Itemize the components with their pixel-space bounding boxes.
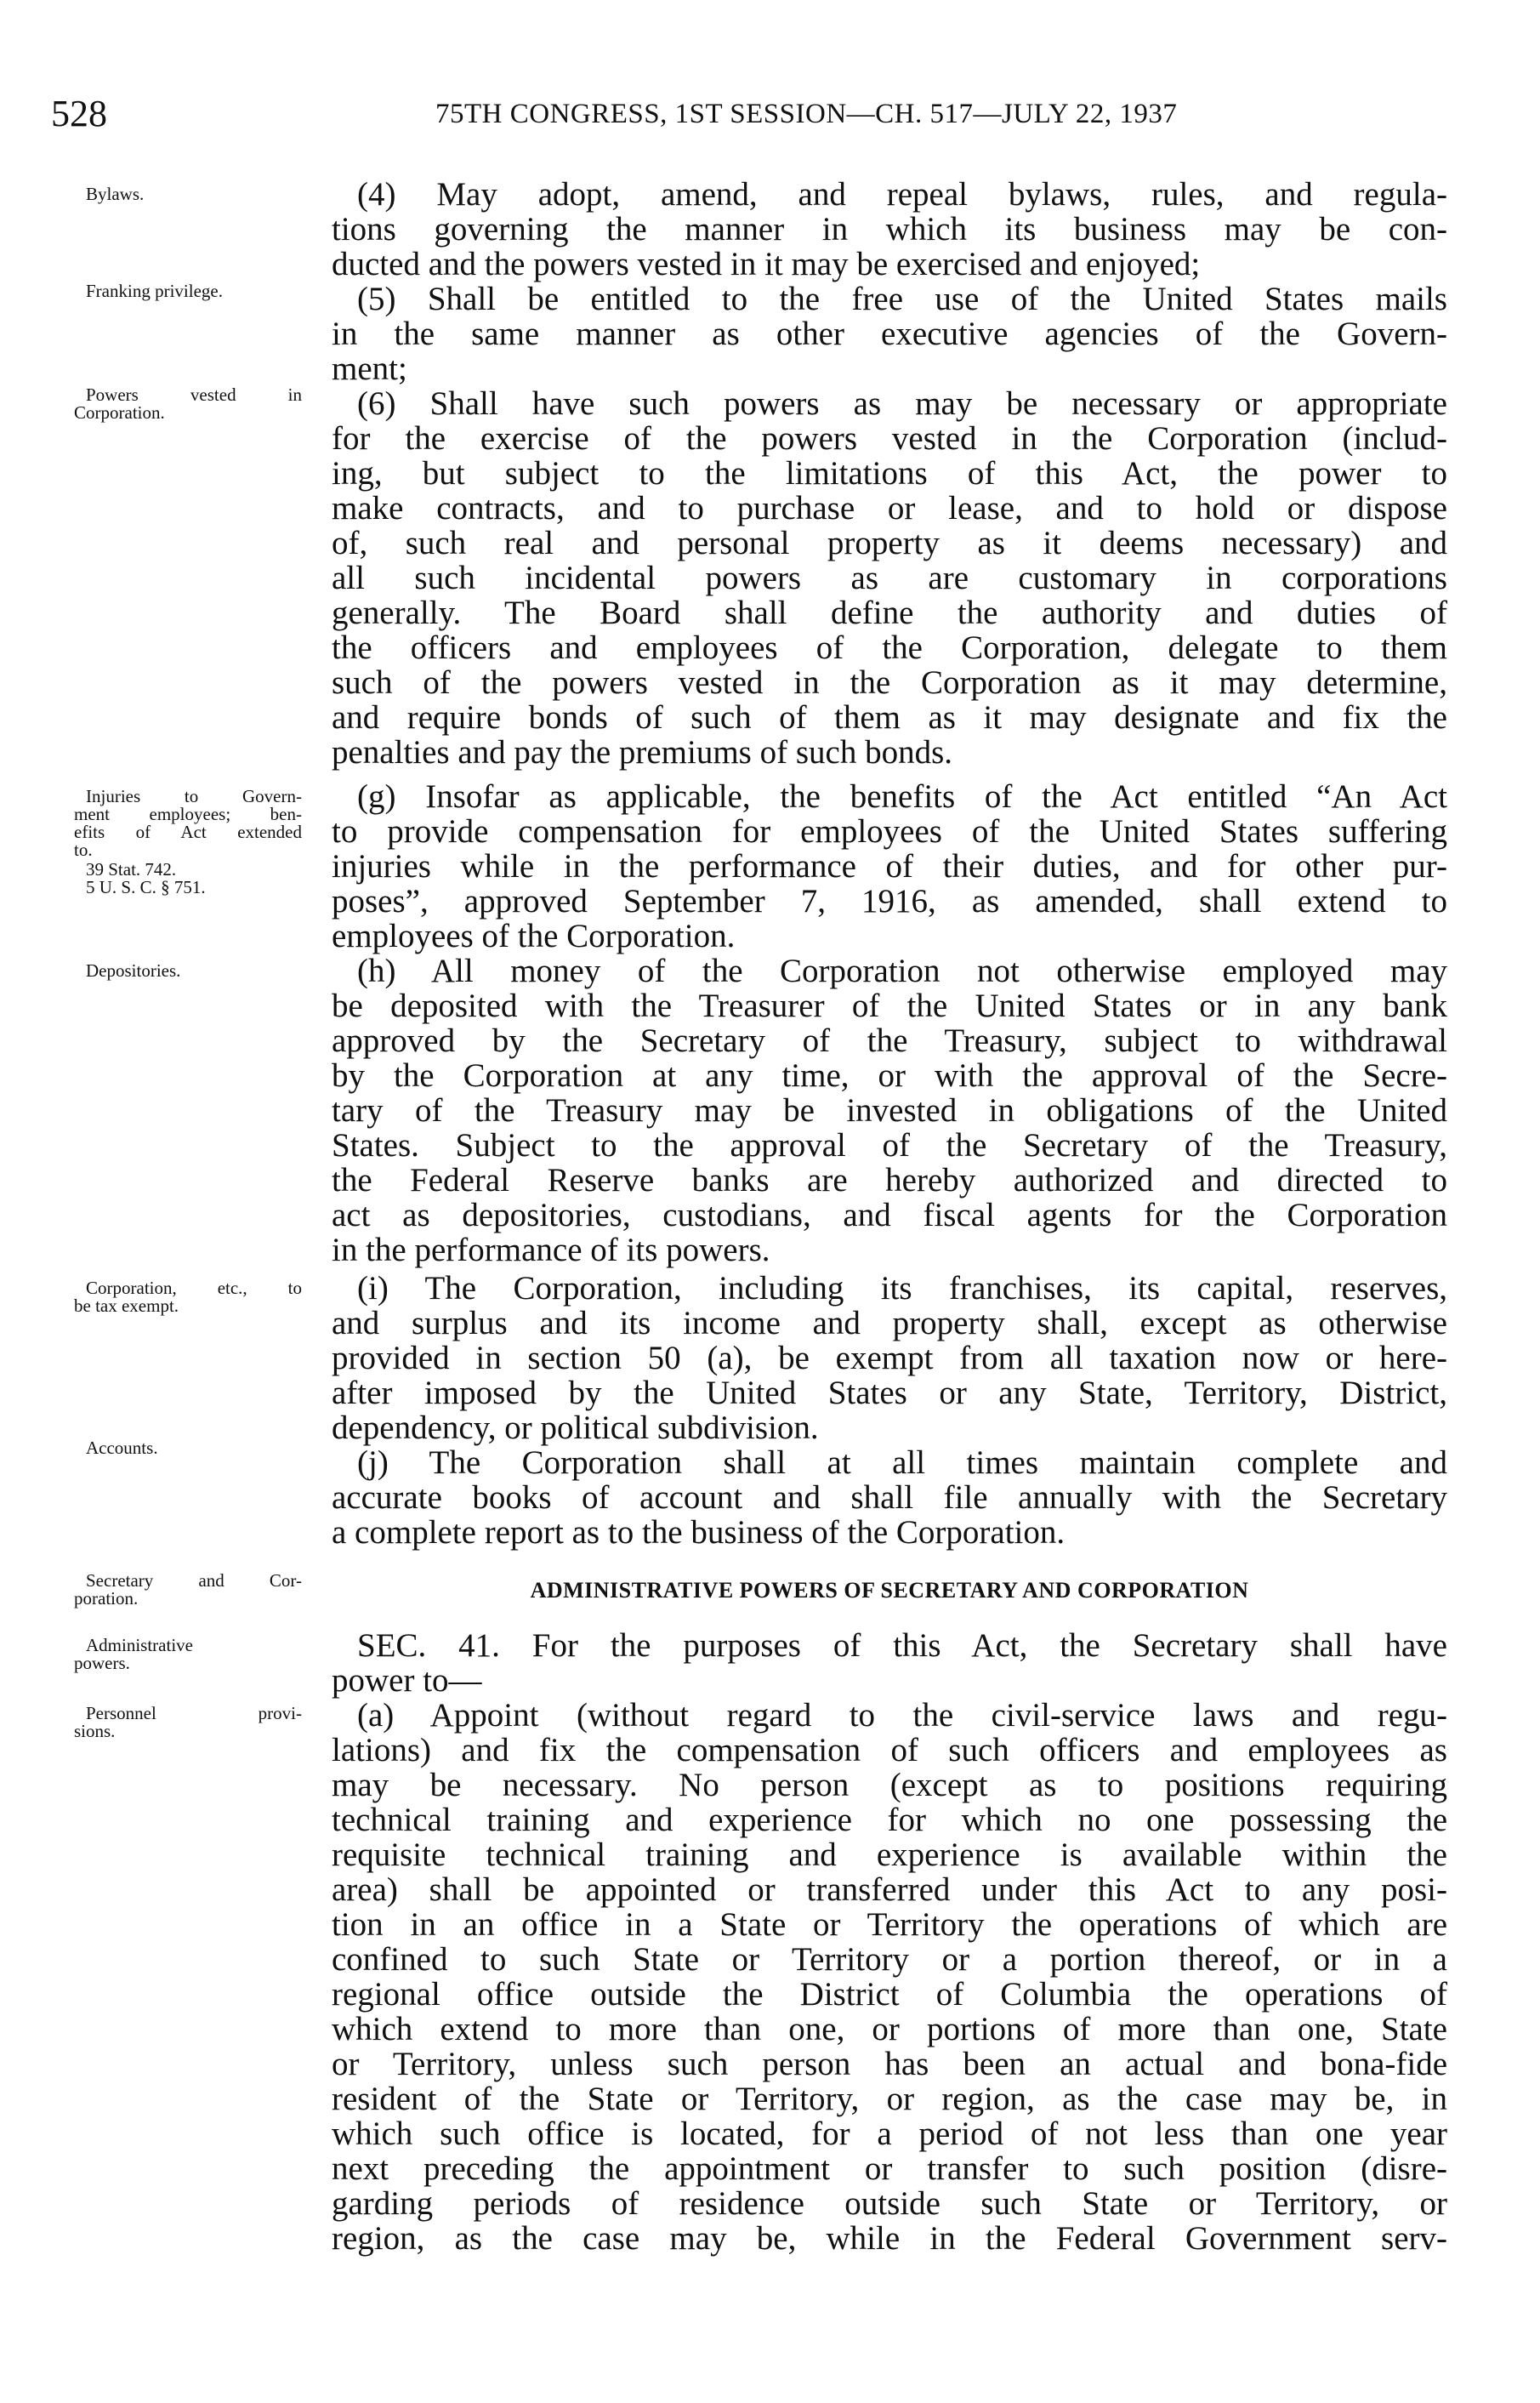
margin-note <box>74 282 302 300</box>
text-line: all such incidental powers as are customary in corporations <box>332 560 1447 596</box>
margin-note <box>74 1637 302 1672</box>
paragraph-i <box>332 1271 1447 1445</box>
margin-note <box>74 788 302 859</box>
text-line: approved by the Secretary of the Treasury, subject to withdrawal <box>332 1022 1447 1059</box>
text-line: by the Corporation at any time, or with the approval of the Secre- <box>332 1057 1447 1094</box>
text-line: act as depositories, custodians, and fiscal agents for the Corporation <box>332 1197 1447 1233</box>
margin-note-line: Powers vested in <box>86 384 302 405</box>
text-line: (j) The Corporation shall at all times maintain complete and <box>357 1444 1447 1481</box>
text-line: regional office outside the District of Columbia the operations of <box>332 1976 1447 2013</box>
paragraph-g <box>332 779 1447 954</box>
text-line: such of the powers vested in the Corporation as it may determine, <box>332 664 1447 701</box>
text-line: (g) Insofar as applicable, the benefits of the Act entitled “An Act <box>357 778 1447 815</box>
text-line: confined to such State or Territory or a portion thereof, or in a <box>332 1941 1447 1978</box>
text-line: accurate books of account and shall file annually with the Secretary <box>332 1479 1447 1516</box>
paragraph-j <box>332 1445 1447 1550</box>
margin-note-line: Corporation, etc., to <box>86 1278 302 1298</box>
margin-note-line: ment employees; ben- <box>74 804 302 824</box>
text-line: and surplus and its income and property shall, except as otherwise <box>332 1305 1447 1341</box>
text-line: to provide compensation for employees of the United States suffering <box>332 813 1447 850</box>
section-41-intro <box>332 1628 1447 1698</box>
text-line: which such office is located, for a period of not less than one year <box>332 2115 1447 2152</box>
text-line: generally. The Board shall define the authority and duties of <box>332 595 1447 631</box>
margin-note-line: poration. <box>74 1588 139 1609</box>
margin-note <box>74 1439 302 1457</box>
margin-note-line: Bylaws. <box>86 184 145 204</box>
margin-note <box>74 386 302 422</box>
text-line: may be necessary. No person (except as to positions requiring <box>332 1767 1447 1803</box>
margin-note-line: Administrative <box>86 1635 193 1655</box>
margin-note-line: Corporation. <box>74 402 165 423</box>
margin-note-line: Depositories. <box>86 960 181 981</box>
text-line: of, such real and personal property as it deems necessary) and <box>332 525 1447 561</box>
margin-note <box>74 861 302 897</box>
margin-note-line: to. <box>74 840 93 860</box>
paragraph-a <box>332 1698 1447 2256</box>
text-line: make contracts, and to purchase or lease, and to hold or dispose <box>332 490 1447 527</box>
text-line: garding periods of residence outside such State or Territory, or <box>332 2185 1447 2222</box>
text-line: the officers and employees of the Corporation, delegate to them <box>332 629 1447 666</box>
text-line: (h) All money of the Corporation not otherwise employed may <box>357 953 1447 989</box>
margin-note <box>74 962 302 980</box>
text-line: (5) Shall be entitled to the free use of the United States mails <box>357 281 1447 317</box>
margin-note <box>74 1279 302 1315</box>
text-line: in the same manner as other executive agencies of the Govern- <box>332 316 1447 352</box>
text-line: dependency, or political subdivision. <box>332 1409 819 1446</box>
text-line: ment; <box>332 350 407 387</box>
text-line: injuries while in the performance of their duties, and for other pur- <box>332 848 1447 885</box>
text-line: next preceding the appointment or transfer to such position (disre- <box>332 2150 1447 2187</box>
text-line: requisite technical training and experience is available within the <box>332 1836 1447 1873</box>
margin-note <box>74 1572 302 1608</box>
text-line: technical training and experience for which no one possessing the <box>332 1802 1447 1838</box>
text-line: region, as the case may be, while in the Federal Government serv- <box>332 2220 1447 2257</box>
text-line: the Federal Reserve banks are hereby authorized and directed to <box>332 1162 1447 1199</box>
text-line: SEC. 41. For the purposes of this Act, the Secretary shall have <box>357 1627 1447 1664</box>
text-line: tary of the Treasury may be invested in obligations of the United <box>332 1092 1447 1129</box>
margin-note-line: Accounts. <box>86 1438 158 1458</box>
margin-note-line: sions. <box>74 1721 116 1741</box>
margin-note-line: powers. <box>74 1653 130 1673</box>
page-number: 528 <box>51 93 107 134</box>
text-line: be deposited with the Treasurer of the United States or in any bank <box>332 988 1447 1024</box>
text-line: poses”, approved September 7, 1916, as amended, shall extend to <box>332 883 1447 920</box>
text-line: tion in an office in a State or Territory the operations of which are <box>332 1906 1447 1943</box>
text-line: ducted and the powers vested in it may be exercised and enjoyed; <box>332 246 1201 282</box>
margin-note-line: 39 Stat. 742. <box>86 859 177 880</box>
text-line: employees of the Corporation. <box>332 918 736 954</box>
paragraph-h <box>332 954 1447 1267</box>
text-line: resident of the State or Territory, or region, as the case may be, in <box>332 2081 1447 2117</box>
text-line: after imposed by the United States or any State, Territory, District, <box>332 1375 1447 1411</box>
text-line: (6) Shall have such powers as may be necessary or appropriate <box>357 385 1447 422</box>
margin-note-line: Franking privilege. <box>86 281 223 301</box>
margin-note-line: efits of Act extended <box>74 822 302 842</box>
margin-note-line: Injuries to Govern- <box>86 786 302 806</box>
text-line: penalties and pay the premiums of such bonds. <box>332 734 953 771</box>
text-line: a complete report as to the business of the Corporation. <box>332 1514 1065 1551</box>
text-line: in the performance of its powers. <box>332 1232 770 1268</box>
margin-note-line: Secretary and Cor- <box>86 1570 302 1591</box>
text-line: and require bonds of such of them as it may designate and fix the <box>332 699 1447 736</box>
text-line: for the exercise of the powers vested in the Corporation (includ- <box>332 420 1447 457</box>
text-line: (4) May adopt, amend, and repeal bylaws, rules, and regula- <box>357 176 1447 213</box>
text-line: tions governing the manner in which its business may be con- <box>332 211 1447 248</box>
text-line: States. Subject to the approval of the Secretary of the Treasury, <box>332 1127 1447 1164</box>
margin-note-line: be tax exempt. <box>74 1295 179 1316</box>
section-heading: ADMINISTRATIVE POWERS OF SECRETARY AND CORPORATION <box>530 1578 1249 1603</box>
margin-note <box>74 1705 302 1740</box>
text-line: power to— <box>332 1662 482 1699</box>
text-line: area) shall be appointed or transferred under this Act to any posi- <box>332 1871 1447 1908</box>
paragraph-6 <box>332 386 1447 770</box>
text-line: or Territory, unless such person has been an actual and bona-fide <box>332 2046 1447 2082</box>
text-line: (a) Appoint (without regard to the civil-service laws and regu- <box>357 1697 1447 1734</box>
text-line: (i) The Corporation, including its franchises, its capital, reserves, <box>357 1270 1447 1307</box>
margin-note <box>74 185 302 203</box>
paragraph-4 <box>332 177 1447 282</box>
text-line: provided in section 50 (a), be exempt from all taxation now or here- <box>332 1340 1447 1376</box>
text-line: which extend to more than one, or portions of more than one, State <box>332 2011 1447 2047</box>
margin-note-line: 5 U. S. C. § 751. <box>86 877 206 897</box>
margin-note-line: Personnel provi- <box>86 1703 302 1723</box>
text-line: lations) and fix the compensation of such officers and employees as <box>332 1732 1447 1768</box>
paragraph-5 <box>332 282 1447 386</box>
running-head: 75TH CONGRESS, 1ST SESSION—CH. 517—JULY 22, 1937 <box>435 99 1178 129</box>
text-line: ing, but subject to the limitations of this Act, the power to <box>332 455 1447 492</box>
